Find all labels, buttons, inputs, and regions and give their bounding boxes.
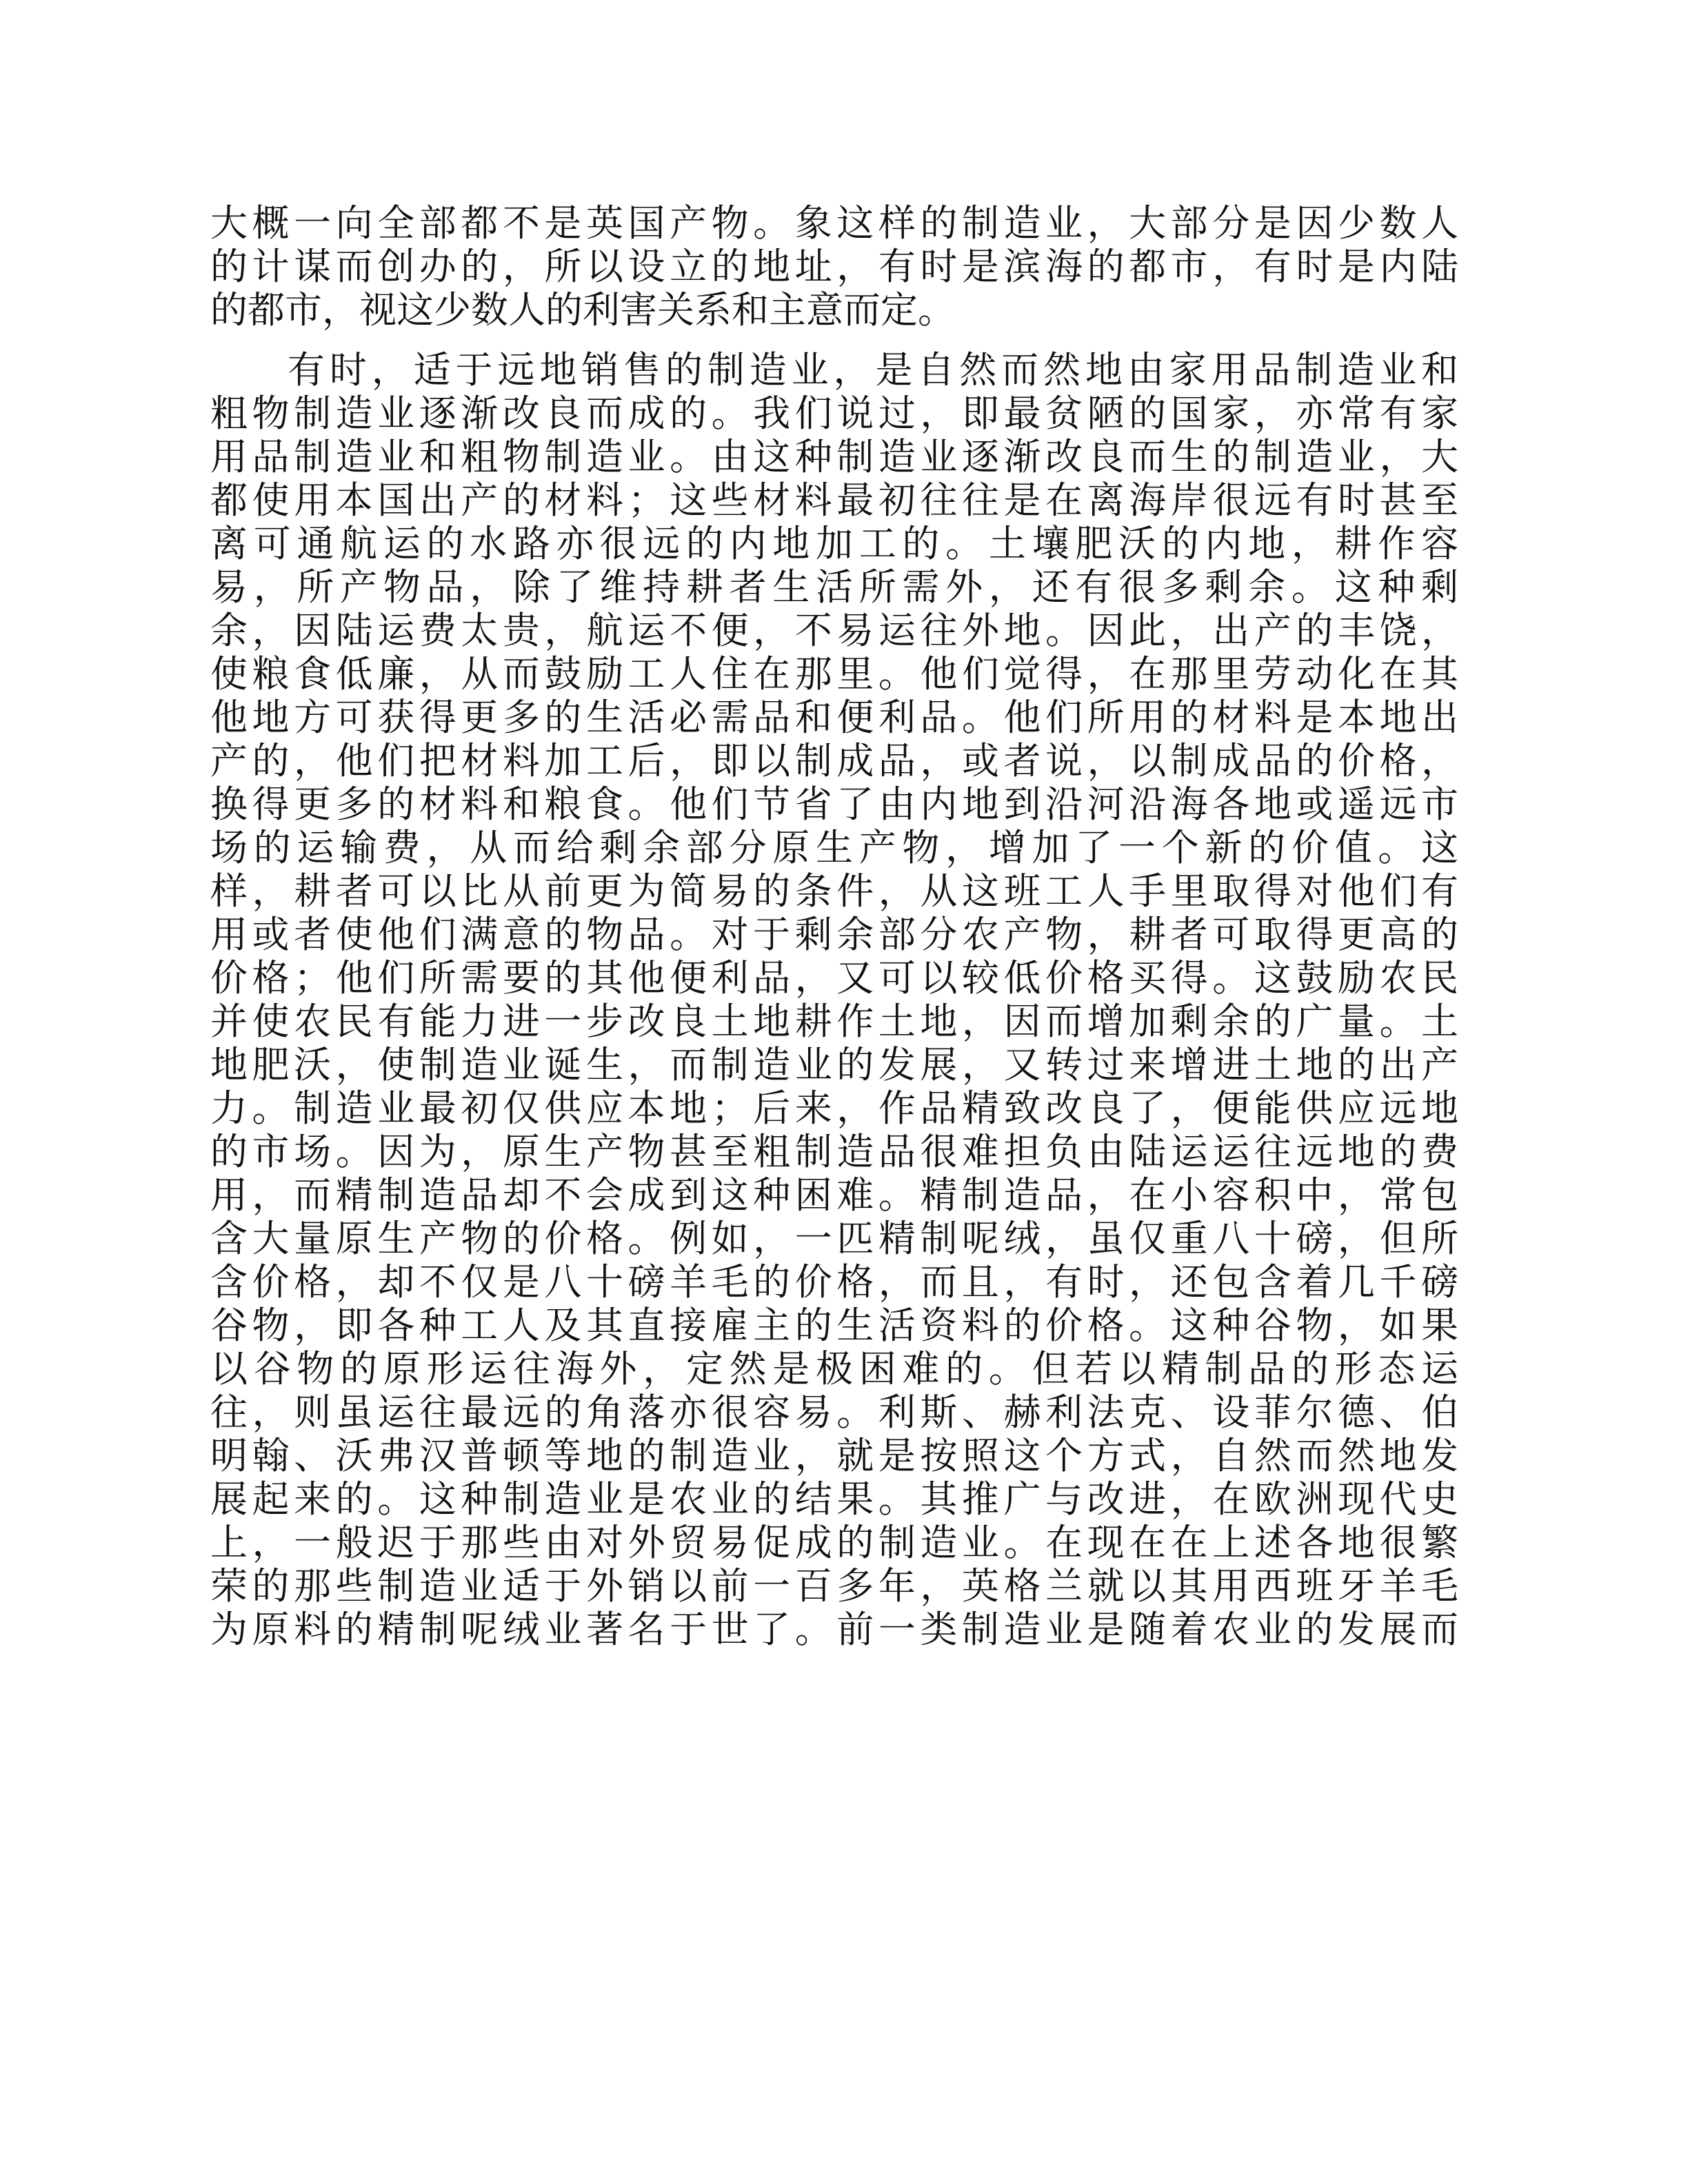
text-line: 离可通航运的水路亦很远的内地加工的。土壤肥沃的内地，耕作容	[210, 522, 1458, 565]
body-text	[210, 201, 1458, 1695]
text-line: 价格；他们所需要的其他便利品，又可以较低价格买得。这鼓励农民	[210, 956, 1458, 1000]
text-line: 的市场。因为，原生产物甚至粗制造品很难担负由陆运运往远地的费	[210, 1130, 1458, 1173]
text-line: 都使用本国出产的材料；这些材料最初往往是在离海岸很远有时甚至	[210, 478, 1458, 522]
paragraph-1	[210, 201, 1458, 332]
text-line: 展起来的。这种制造业是农业的结果。其推广与改进，在欧洲现代史	[210, 1477, 1458, 1521]
text-line: 往，则虽运往最远的角落亦很容易。利斯、赫利法克、设菲尔德、伯	[210, 1391, 1458, 1434]
text-line: 用，而精制造品却不会成到这种困难。精制造品，在小容积中，常包	[210, 1173, 1458, 1217]
text-line: 余，因陆运费太贵，航运不便，不易运往外地。因此，出产的丰饶，	[210, 609, 1458, 652]
text-line: 易，所产物品，除了维持耕者生活所需外，还有很多剩余。这种剩	[210, 565, 1458, 609]
text-line: 大概一向全部都不是英国产物。象这样的制造业，大部分是因少数人	[210, 201, 1458, 245]
text-line: 粗物制造业逐渐改良而成的。我们说过，即最贫陋的国家，亦常有家	[210, 392, 1458, 435]
text-line: 谷物，即各种工人及其直接雇主的生活资料的价格。这种谷物，如果	[210, 1304, 1458, 1347]
text-line: 用品制造业和粗物制造业。由这种制造业逐渐改良而生的制造业，大	[210, 435, 1458, 478]
text-line	[210, 1651, 1458, 1695]
text-line: 荣的那些制造业适于外销以前一百多年，英格兰就以其用西班牙羊毛	[210, 1564, 1458, 1608]
text-line: 的计谋而创办的，所以设立的地址，有时是滨海的都市，有时是内陆	[210, 245, 1458, 288]
text-line: 含价格，却不仅是八十磅羊毛的价格，而且，有时，还包含着几千磅	[210, 1260, 1458, 1304]
text-line: 地肥沃，使制造业诞生，而制造业的发展，又转过来增进土地的出产	[210, 1043, 1458, 1086]
text-line: 的都市，视这少数人的利害关系和主意而定。	[210, 288, 955, 332]
text-line: 换得更多的材料和粮食。他们节省了由内地到沿河沿海各地或遥远市	[210, 782, 1458, 826]
text-line: 用或者使他们满意的物品。对于剩余部分农产物，耕者可取得更高的	[210, 913, 1458, 956]
text-line: 有时，适于远地销售的制造业，是自然而然地由家用品制造业和	[288, 348, 1458, 392]
text-line: 以谷物的原形运往海外，定然是极困难的。但若以精制品的形态运	[210, 1347, 1458, 1391]
text-line: 含大量原生产物的价格。例如，一匹精制呢绒，虽仅重八十磅，但所	[210, 1217, 1458, 1260]
text-line: 并使农民有能力进一步改良土地耕作土地，因而增加剩余的广量。土	[210, 1000, 1458, 1043]
paragraph-2	[210, 348, 1458, 1695]
text-line: 力。制造业最初仅供应本地；后来，作品精致改良了，便能供应远地	[210, 1086, 1458, 1130]
text-line: 产的，他们把材料加工后，即以制成品，或者说，以制成品的价格，	[210, 739, 1458, 782]
text-line: 明翰、沃弗汉普顿等地的制造业，就是按照这个方式，自然而然地发	[210, 1434, 1458, 1477]
text-line: 他地方可获得更多的生活必需品和便利品。他们所用的材料是本地出	[210, 696, 1458, 739]
text-line: 场的运输费，从而给剩余部分原生产物，增加了一个新的价值。这	[210, 826, 1458, 869]
text-line: 使粮食低廉，从而鼓励工人住在那里。他们觉得，在那里劳动化在其	[210, 652, 1458, 696]
text-line: 为原料的精制呢绒业著名于世了。前一类制造业是随着农业的发展而	[210, 1608, 1458, 1651]
text-line: 样，耕者可以比从前更为简易的条件，从这班工人手里取得对他们有	[210, 869, 1458, 913]
text-line: 上，一般迟于那些由对外贸易促成的制造业。在现在在上述各地很繁	[210, 1521, 1458, 1564]
